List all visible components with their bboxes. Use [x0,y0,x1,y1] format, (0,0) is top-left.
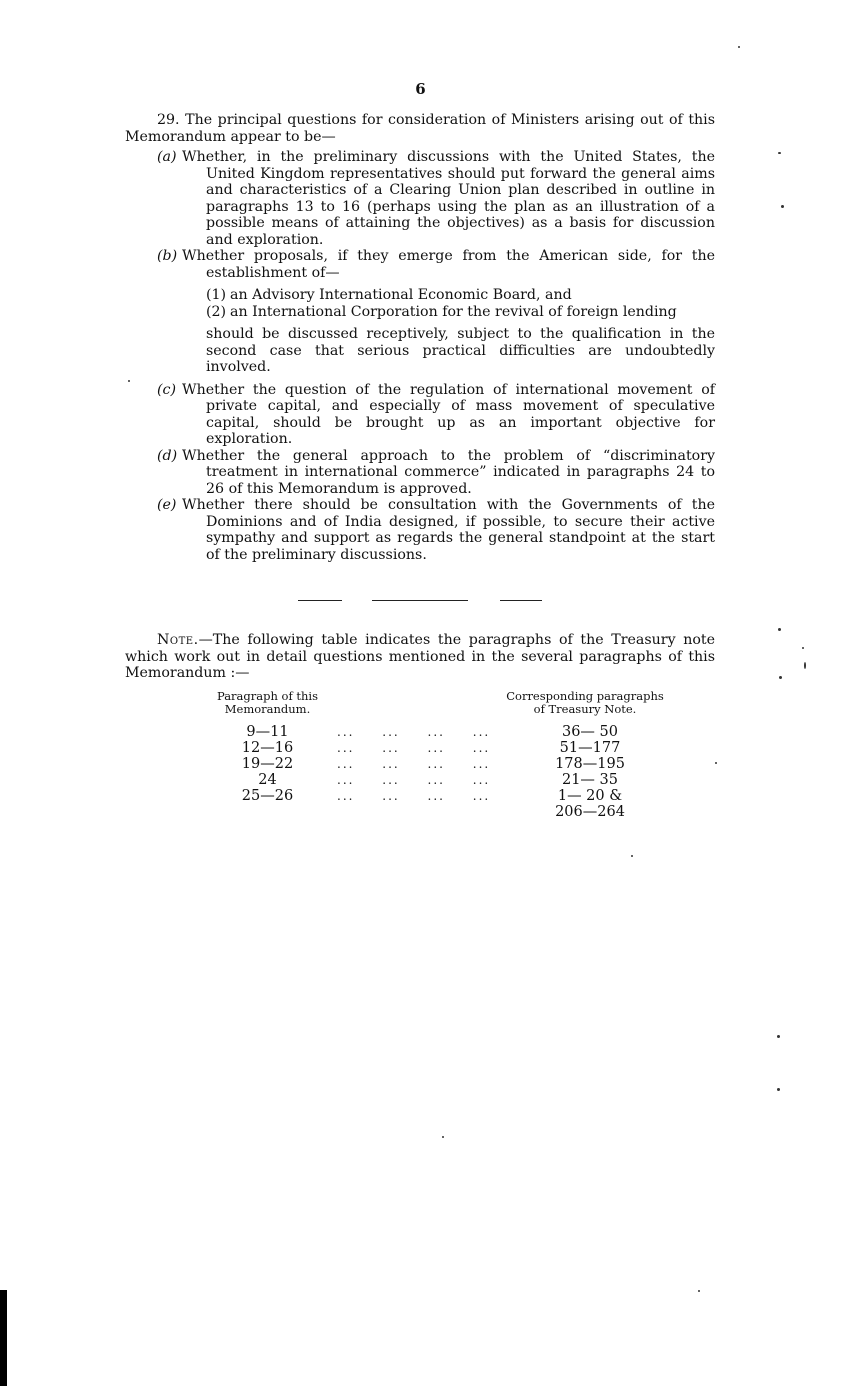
treasury-paragraphs: 21— 35 [561,772,618,788]
table-row [195,724,685,740]
note-body: —The following table indicates the paragraphs of the Treasury note which work out in detail questions mentioned in the several paragraphs of this Memorandum :— [125,632,715,681]
treasury-paragraphs: 51—177 [559,740,621,756]
question-d-marker: (d) [157,447,178,464]
header-memorandum-line-1: Paragraph of this [216,689,318,703]
treasury-paragraphs: 36— 50 [561,724,618,740]
cross-reference-table [195,690,685,820]
header-memorandum [195,690,340,716]
subitem-2-number: (2) [206,303,227,320]
question-b-sublist [206,287,715,320]
question-a-marker: (a) [157,149,177,165]
header-treasury-line-1: Corresponding paragraphs [506,689,664,703]
subitem-2-text: an International Corporation for the revival of foreign lending [230,303,677,320]
note-text [125,632,715,682]
question-d [157,448,715,498]
memo-paragraphs: 9—11 [246,724,289,740]
dot-leader: ... ... ... ... [337,789,491,803]
treasury-paragraphs-continued: 206—264 [555,804,625,820]
question-b-tail: should be discussed receptively, subject to the qualification in the second case that serious practical difficulties are undoubtedly involved. [206,326,715,375]
table-header [195,690,685,724]
section-divider-right [500,600,542,601]
question-b-text: Whether proposals, if they emerge from the American side, for the establishment of— [182,248,715,281]
table-row [195,756,685,772]
subitem-1-number: (1) [206,287,227,303]
dot-leader: ... ... ... ... [337,725,491,739]
table-row-continuation [195,804,685,820]
paragraph-29-lead: 29. The principal questions for consideration of Ministers arising out of this Memorandum appear to be— [125,112,715,145]
question-b-marker: (b) [157,248,178,264]
page-number: 6 [415,80,426,98]
dot-leader: ... ... ... ... [337,757,491,771]
question-e [157,497,715,563]
question-e-text: Whether there should be consultation with the Governments of the Dominions and of India designed, if possible, to secure their active sympathy and support as regards the general standpoint at the start of the preliminary discussions. [182,497,715,563]
note-paragraph [125,632,715,682]
header-memorandum-line-2: Memorandum. [224,702,311,716]
binding-edge [0,1290,7,1386]
table-row [195,740,685,756]
question-b-subitem-2 [206,304,715,321]
question-c [157,382,715,448]
question-b-subitem-1 [206,287,715,304]
section-divider-center [372,600,468,601]
question-a [157,149,715,248]
question-d-text: Whether the general approach to the problem of “discriminatory treatment in international commerce” indicated in paragraphs 24 to 26 of this Memorandum is approved. [182,447,715,497]
header-treasury [495,690,675,716]
question-b [157,248,715,281]
treasury-paragraphs: 1— 20 & [557,788,623,804]
memo-paragraphs: 19—22 [241,756,294,772]
dot-leader: ... ... ... ... [337,741,491,755]
section-divider-left [298,600,342,601]
table-row [195,788,685,804]
memo-paragraphs: 12—16 [241,740,294,756]
question-a-text: Whether, in the preliminary discussions with the United States, the United Kingdom representatives should put forward the general aims and characteristics of a Clearing Union plan described in outline in paragraphs 13 to 16 (perhaps using the plan as an illustration of a possible means of attaining the objectives) as a basis for discussion and exploration. [182,149,715,248]
memo-paragraphs: 24 [258,772,277,788]
question-c-marker: (c) [157,381,177,398]
memo-paragraphs: 25—26 [241,788,294,804]
note-label: Note. [157,632,199,648]
table-row [195,772,685,788]
header-treasury-line-2: of Treasury Note. [533,702,637,716]
subitem-1-text: an Advisory International Economic Board, and [230,287,572,303]
dot-leader: ... ... ... ... [337,773,491,787]
paragraph-29 [125,112,715,563]
question-e-marker: (e) [157,497,177,513]
question-c-text: Whether the question of the regulation of international movement of private capital, and especially of mass movement of speculative capital, should be brought up as an important objective for exploration. [182,381,715,447]
treasury-paragraphs: 178—195 [555,756,625,772]
